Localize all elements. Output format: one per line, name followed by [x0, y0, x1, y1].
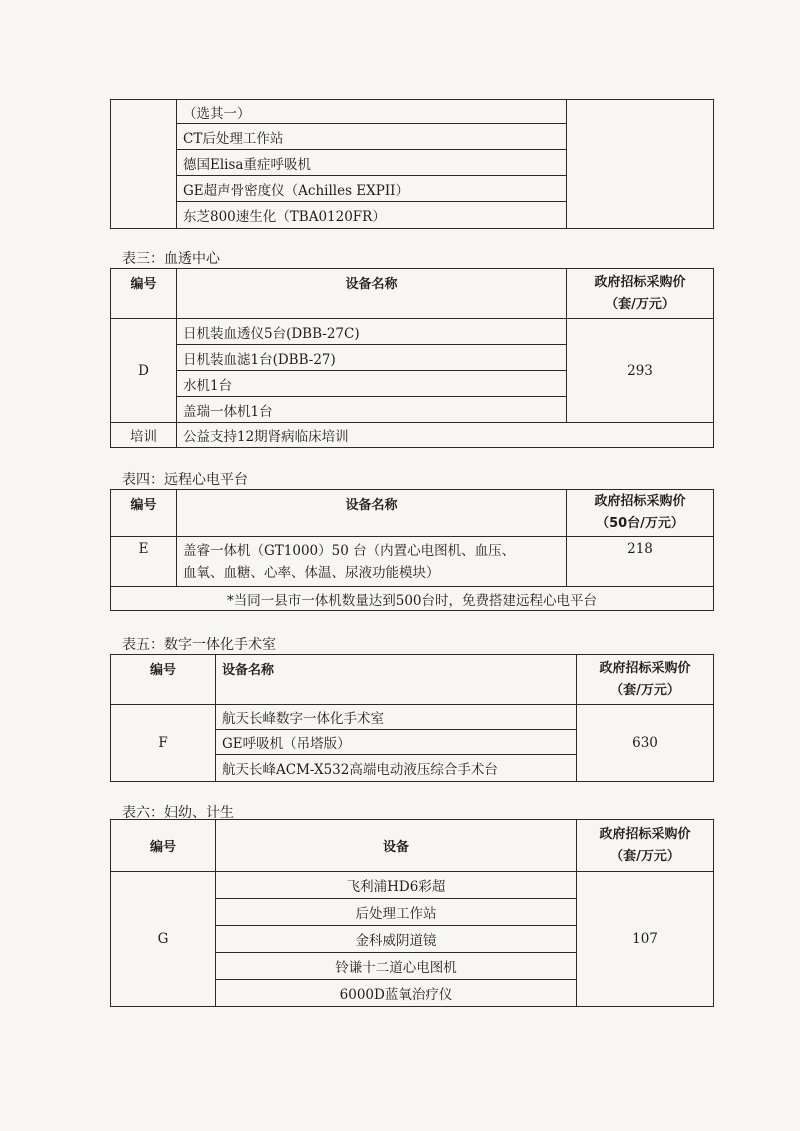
table3-header-name: 设备名称	[177, 269, 567, 319]
table5-header-name: 设备名称	[216, 655, 577, 705]
continuation-code-cell	[111, 100, 177, 229]
table4-header-price	[567, 490, 714, 537]
table6-header-price-line1: 政府招标采购价	[599, 826, 691, 842]
table4-header-price-line2: （50台/万元）	[596, 516, 684, 531]
table5-header-price-line1: 政府招标采购价	[599, 660, 691, 676]
table4-item-line1: 盖睿一体机（GT1000）50 台（内置心电图机、血压、	[183, 542, 516, 559]
table3-item: 水机1台	[177, 371, 567, 397]
table6-price: 107	[577, 872, 714, 1007]
table6	[110, 819, 714, 1007]
table6-header-code: 编号	[111, 820, 216, 872]
table4-header-price-line1: 政府招标采购价	[594, 494, 686, 509]
table5-item: GE呼吸机（吊塔版）	[216, 730, 577, 755]
continuation-table	[110, 99, 714, 229]
table3-header-price	[567, 269, 714, 319]
table4-price: 218	[567, 537, 714, 587]
table5-item: 航天长峰ACM-X532高端电动液压综合手术台	[216, 755, 577, 782]
table4-note: *当同一县市一体机数量达到500台时，免费搭建远程心电平台	[111, 587, 714, 611]
table5-header-price-line2: （套/万元）	[610, 682, 680, 698]
continuation-item: （选其一）	[177, 100, 567, 124]
table3-header-price-line1: 政府招标采购价	[594, 274, 686, 290]
continuation-price-cell	[567, 100, 714, 229]
table3-price: 293	[567, 319, 714, 423]
table4-header-code: 编号	[111, 490, 177, 537]
table3-item: 日机装血透仪5台(DBB-27C)	[177, 319, 567, 345]
table6-header-price	[577, 820, 714, 872]
continuation-item: CT后处理工作站	[177, 124, 567, 150]
continuation-item: 德国Elisa重症呼吸机	[177, 150, 567, 176]
continuation-item: GE超声骨密度仪（Achilles EXPII）	[177, 176, 567, 202]
table3-training-text: 公益支持12期肾病临床培训	[177, 423, 714, 448]
table6-item: 6000D蓝氧治疗仪	[216, 980, 577, 1007]
table5-item: 航天长峰数字一体化手术室	[216, 705, 577, 730]
table5	[110, 654, 714, 782]
table3-code: D	[111, 319, 177, 423]
table3-item: 盖瑞一体机1台	[177, 397, 567, 423]
table6-item: 铃谦十二道心电图机	[216, 953, 577, 980]
table3	[110, 268, 714, 448]
continuation-item: 东芝800速生化（TBA0120FR）	[177, 202, 567, 229]
table6-code: G	[111, 872, 216, 1007]
table4-item-line2: 血氧、血糖、心率、体温、尿液功能模块）	[183, 564, 440, 581]
table6-caption: 表六：妇幼、计生	[122, 805, 234, 821]
table4-header-name: 设备名称	[177, 490, 567, 537]
table6-header-name: 设备	[216, 820, 577, 872]
table3-header-price-line2: （套/万元）	[605, 296, 675, 312]
table5-code: F	[111, 705, 216, 782]
table4-caption: 表四：远程心电平台	[122, 472, 248, 488]
table4-item	[177, 537, 567, 587]
table3-item: 日机装血滤1台(DBB-27)	[177, 345, 567, 371]
table6-item: 飞利浦HD6彩超	[216, 872, 577, 899]
table3-caption: 表三：血透中心	[122, 251, 220, 267]
table6-header-price-line2: （套/万元）	[610, 848, 680, 864]
table5-header-price	[577, 655, 714, 705]
table5-header-code: 编号	[111, 655, 216, 705]
table6-item: 金科威阴道镜	[216, 926, 577, 953]
table6-item: 后处理工作站	[216, 899, 577, 926]
table4	[110, 489, 714, 611]
table3-header-code: 编号	[111, 269, 177, 319]
table5-caption: 表五：数字一体化手术室	[122, 637, 276, 653]
table5-price: 630	[577, 705, 714, 782]
table4-code: E	[111, 537, 177, 587]
table3-training-label: 培训	[111, 423, 177, 448]
